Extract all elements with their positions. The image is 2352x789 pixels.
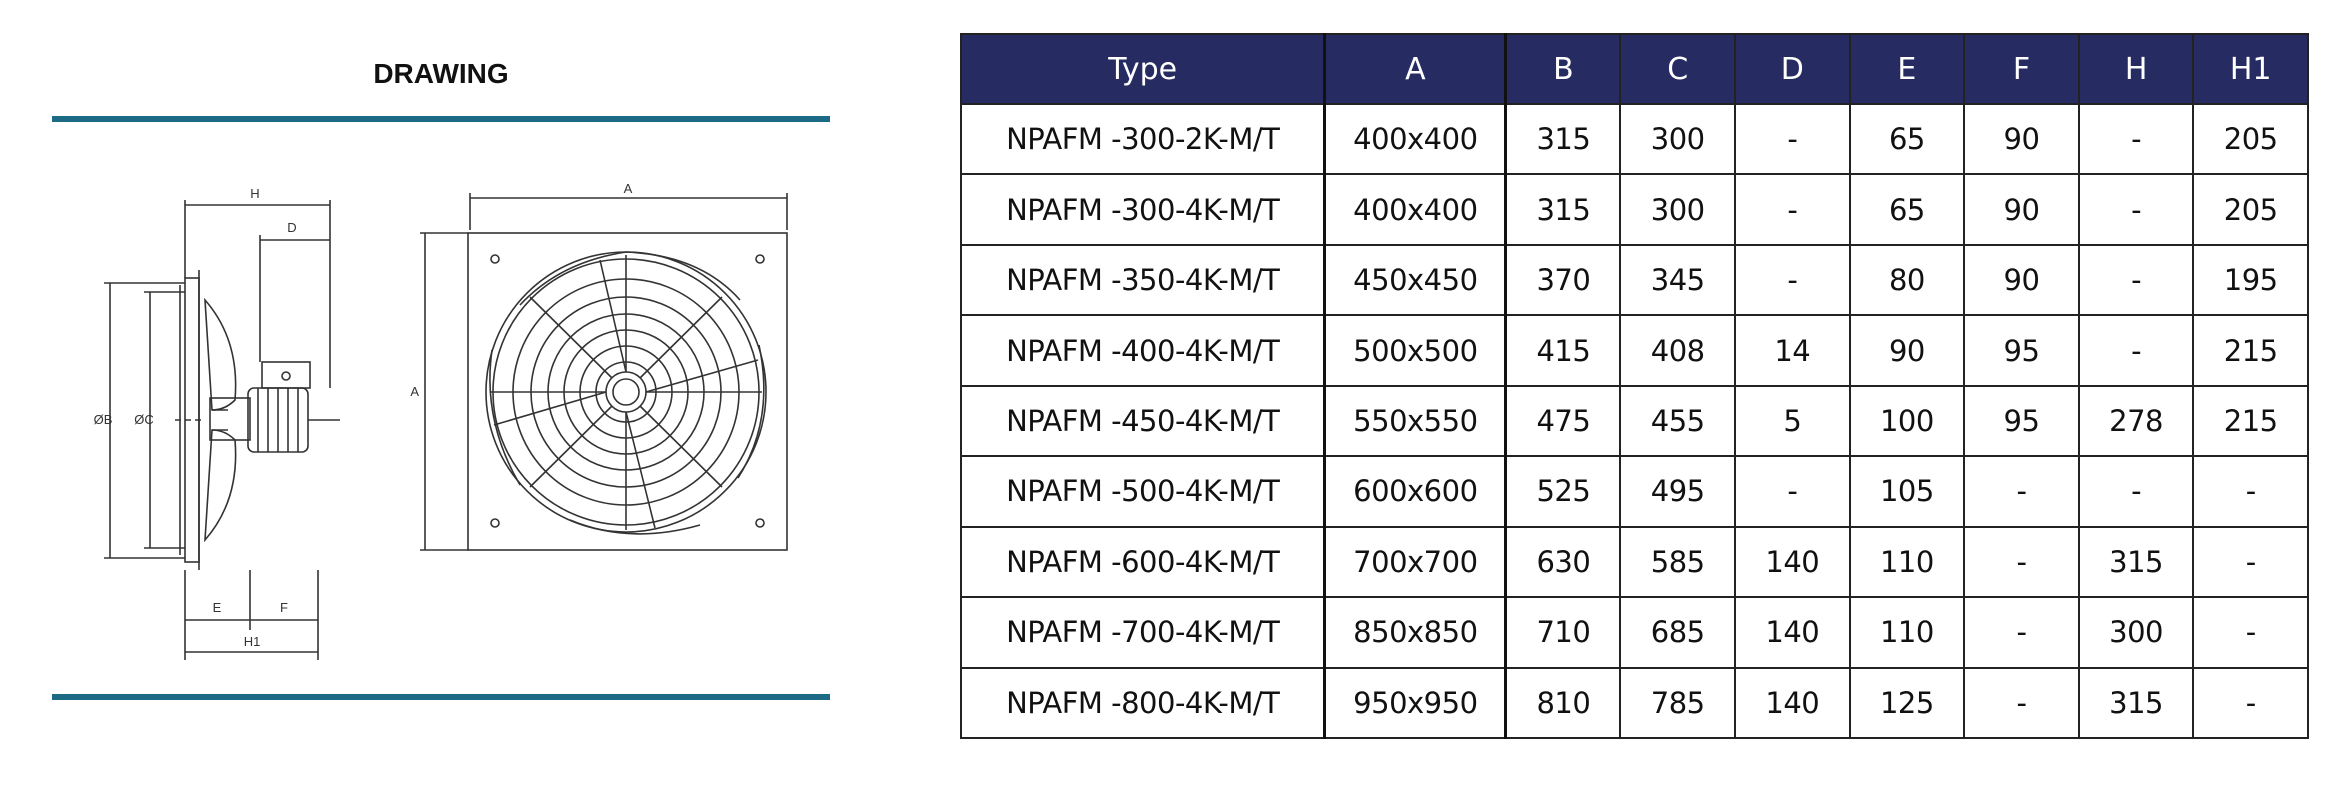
dim-label-h: H — [250, 186, 260, 201]
cell-f: - — [1964, 597, 2079, 667]
cell-type: NPAFM -300-2K-M/T — [961, 104, 1325, 174]
dim-label-c: ØC — [134, 412, 154, 427]
header-d: D — [1735, 34, 1850, 104]
cell-b: 370 — [1506, 245, 1621, 315]
cell-d: 5 — [1735, 386, 1850, 456]
cell-d: 140 — [1735, 668, 1850, 739]
cell-a: 550x550 — [1325, 386, 1506, 456]
table-row — [961, 456, 2308, 526]
cell-b: 810 — [1506, 668, 1621, 739]
cell-h1: - — [2193, 597, 2308, 667]
table-row — [961, 174, 2308, 244]
cell-f: 90 — [1964, 174, 2079, 244]
cell-c: 585 — [1620, 527, 1735, 597]
table-row — [961, 315, 2308, 385]
cell-f: 90 — [1964, 104, 2079, 174]
dim-label-h1: H1 — [243, 634, 261, 649]
cell-h: 315 — [2079, 668, 2194, 739]
cell-e: 90 — [1850, 315, 1965, 385]
cell-type: NPAFM -400-4K-M/T — [961, 315, 1325, 385]
header-type: Type — [961, 34, 1325, 104]
header-e: E — [1850, 34, 1965, 104]
cell-h: 278 — [2079, 386, 2194, 456]
cell-h1: - — [2193, 456, 2308, 526]
dim-label-b: ØB — [93, 412, 113, 427]
table-row — [961, 245, 2308, 315]
cell-type: NPAFM -300-4K-M/T — [961, 174, 1325, 244]
cell-a: 850x850 — [1325, 597, 1506, 667]
table-header-row — [961, 34, 2308, 104]
cell-b: 415 — [1506, 315, 1621, 385]
cell-c: 345 — [1620, 245, 1735, 315]
cell-b: 630 — [1506, 527, 1621, 597]
cell-h: - — [2079, 104, 2194, 174]
cell-e: 80 — [1850, 245, 1965, 315]
cell-d: 140 — [1735, 527, 1850, 597]
cell-d: - — [1735, 174, 1850, 244]
cell-d: - — [1735, 245, 1850, 315]
cell-b: 525 — [1506, 456, 1621, 526]
cell-h1: 205 — [2193, 104, 2308, 174]
cell-a: 500x500 — [1325, 315, 1506, 385]
cell-a: 950x950 — [1325, 668, 1506, 739]
dim-label-a-top: A — [623, 181, 633, 196]
cell-e: 65 — [1850, 174, 1965, 244]
header-h: H — [2079, 34, 2194, 104]
cell-type: NPAFM -800-4K-M/T — [961, 668, 1325, 739]
cell-e: 105 — [1850, 456, 1965, 526]
dim-label-e: E — [212, 600, 222, 615]
drawing-title: DRAWING — [373, 58, 509, 89]
cell-b: 315 — [1506, 104, 1621, 174]
cell-a: 450x450 — [1325, 245, 1506, 315]
cell-h: - — [2079, 245, 2194, 315]
table-row — [961, 386, 2308, 456]
cell-f: - — [1964, 456, 2079, 526]
cell-c: 408 — [1620, 315, 1735, 385]
cell-type: NPAFM -500-4K-M/T — [961, 456, 1325, 526]
cell-a: 600x600 — [1325, 456, 1506, 526]
cell-h: - — [2079, 456, 2194, 526]
cell-h1: - — [2193, 527, 2308, 597]
dim-label-d: D — [287, 220, 297, 235]
cell-type: NPAFM -600-4K-M/T — [961, 527, 1325, 597]
header-h1: H1 — [2193, 34, 2308, 104]
cell-b: 315 — [1506, 174, 1621, 244]
cell-h: - — [2079, 315, 2194, 385]
cell-d: - — [1735, 104, 1850, 174]
cell-f: 95 — [1964, 386, 2079, 456]
fan-technical-drawing — [0, 0, 960, 789]
table-row — [961, 597, 2308, 667]
cell-c: 495 — [1620, 456, 1735, 526]
cell-h: 300 — [2079, 597, 2194, 667]
cell-e: 110 — [1850, 597, 1965, 667]
cell-e: 125 — [1850, 668, 1965, 739]
cell-c: 685 — [1620, 597, 1735, 667]
cell-h1: - — [2193, 668, 2308, 739]
cell-f: 95 — [1964, 315, 2079, 385]
cell-h1: 195 — [2193, 245, 2308, 315]
dim-label-f: F — [280, 600, 288, 615]
side-view — [104, 200, 340, 660]
cell-d: 140 — [1735, 597, 1850, 667]
cell-c: 300 — [1620, 104, 1735, 174]
header-c: C — [1620, 34, 1735, 104]
table-row — [961, 527, 2308, 597]
cell-e: 100 — [1850, 386, 1965, 456]
cell-e: 65 — [1850, 104, 1965, 174]
cell-type: NPAFM -450-4K-M/T — [961, 386, 1325, 456]
cell-type: NPAFM -350-4K-M/T — [961, 245, 1325, 315]
dim-label-a-side: A — [410, 384, 419, 399]
front-view — [420, 193, 787, 550]
fan-dimensions-table — [960, 33, 2309, 739]
cell-a: 400x400 — [1325, 174, 1506, 244]
cell-c: 785 — [1620, 668, 1735, 739]
cell-h: - — [2079, 174, 2194, 244]
cell-a: 700x700 — [1325, 527, 1506, 597]
table-row — [961, 668, 2308, 739]
cell-h1: 215 — [2193, 315, 2308, 385]
cell-c: 300 — [1620, 174, 1735, 244]
cell-type: NPAFM -700-4K-M/T — [961, 597, 1325, 667]
cell-c: 455 — [1620, 386, 1735, 456]
cell-e: 110 — [1850, 527, 1965, 597]
cell-h1: 205 — [2193, 174, 2308, 244]
cell-d: 14 — [1735, 315, 1850, 385]
cell-d: - — [1735, 456, 1850, 526]
cell-f: 90 — [1964, 245, 2079, 315]
cell-h1: 215 — [2193, 386, 2308, 456]
cell-h: 315 — [2079, 527, 2194, 597]
header-a: A — [1325, 34, 1506, 104]
header-b: B — [1506, 34, 1621, 104]
cell-f: - — [1964, 527, 2079, 597]
cell-b: 475 — [1506, 386, 1621, 456]
cell-a: 400x400 — [1325, 104, 1506, 174]
table-row — [961, 104, 2308, 174]
header-f: F — [1964, 34, 2079, 104]
cell-f: - — [1964, 668, 2079, 739]
cell-b: 710 — [1506, 597, 1621, 667]
